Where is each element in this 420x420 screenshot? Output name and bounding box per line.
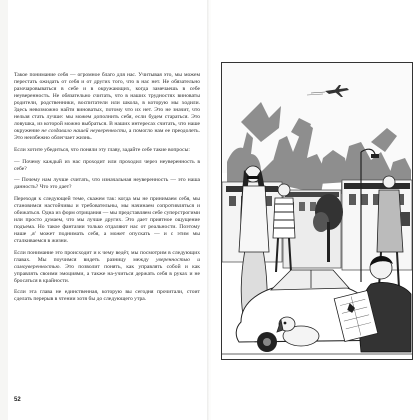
right-page [211, 0, 420, 420]
paragraph [14, 147, 200, 154]
emphasis-text: уверенностью и самоуверенностью [14, 256, 200, 270]
text-run: Если понимание это происходит и к чему ведёт, мы посмотрим в следующих главах. Мы поучимся видеть разницу между [14, 249, 200, 263]
paragraph [14, 289, 200, 303]
text-run: Если хотите убедиться, что поняли эту главу, задайте себе такие вопросы: [14, 146, 190, 153]
paragraph [14, 159, 200, 173]
text-run: Если эта глава не единственная, которую вы сегодня прочитали, стоит сделать перерыв в чтении хотя бы до следующего утра. [14, 289, 200, 303]
text-run: Такое понимание себя — огромное благо для нас. Учитывая это, мы можем перестать ожидать от себя и от других того, что в нас нет. Не обязательно разочаровываться в себе и в окружающих, когда замечаешь в себе неуверенность. Не обязательно считать, что в наших трудностях виноваты родители, родственники, воспитатели или школа, в которую мы ходили. Здесь невозможно найти виноватых, потому что их нет. Это не значит, что нельзя стать лучше: мы можем дополнить себя, если будем стараться. Это ловушка, из которой можно выбраться. В наших интересах считать, что наше окружение [14, 72, 200, 135]
left-page [8, 0, 208, 420]
text-run: , а помогло нам ее преодолеть. Это неизбежно облегчает жизнь. [14, 128, 200, 142]
text-run: . Это позволит понять, как управлять собой и как управлять своими эмоциями, а также на-учиться держать себя в руках и не бросаться в крайности. [14, 263, 200, 284]
paragraph [14, 72, 200, 142]
paragraph [14, 196, 200, 245]
text-run: — Почему каждый из нас проходит или проходил через неуверенность в себе? [14, 158, 200, 172]
paragraph [14, 250, 200, 285]
street-scene-illustration [221, 62, 413, 360]
text-run: Переходя к следующей теме, скажем так: когда мы не принимаем себя, мы становимся настойчивы и требовательны, мы начинаем сопротивляться и обижаться. Одна из форм отрицания — мы представляем себе суперстрогими или просто думаем, что мы лучше других. Это дает приятное ощущение подъема. Но такое фантазии только отдаляют нас от реальности. Поэтому наше ‚я' может поднимать себя, а может опускать — и с этим мы сталкиваемся в жизни. [14, 195, 200, 244]
lamp-head [371, 154, 379, 158]
body-text [14, 72, 200, 308]
emphasis-text: не создавало нашей неуверенности [41, 128, 126, 135]
page-number: 52 [14, 397, 21, 403]
text-run: — Почему нам лучше считать, что изначальная неуверенность — это наша данность? Что это дает? [14, 177, 200, 191]
paragraph [14, 177, 200, 191]
